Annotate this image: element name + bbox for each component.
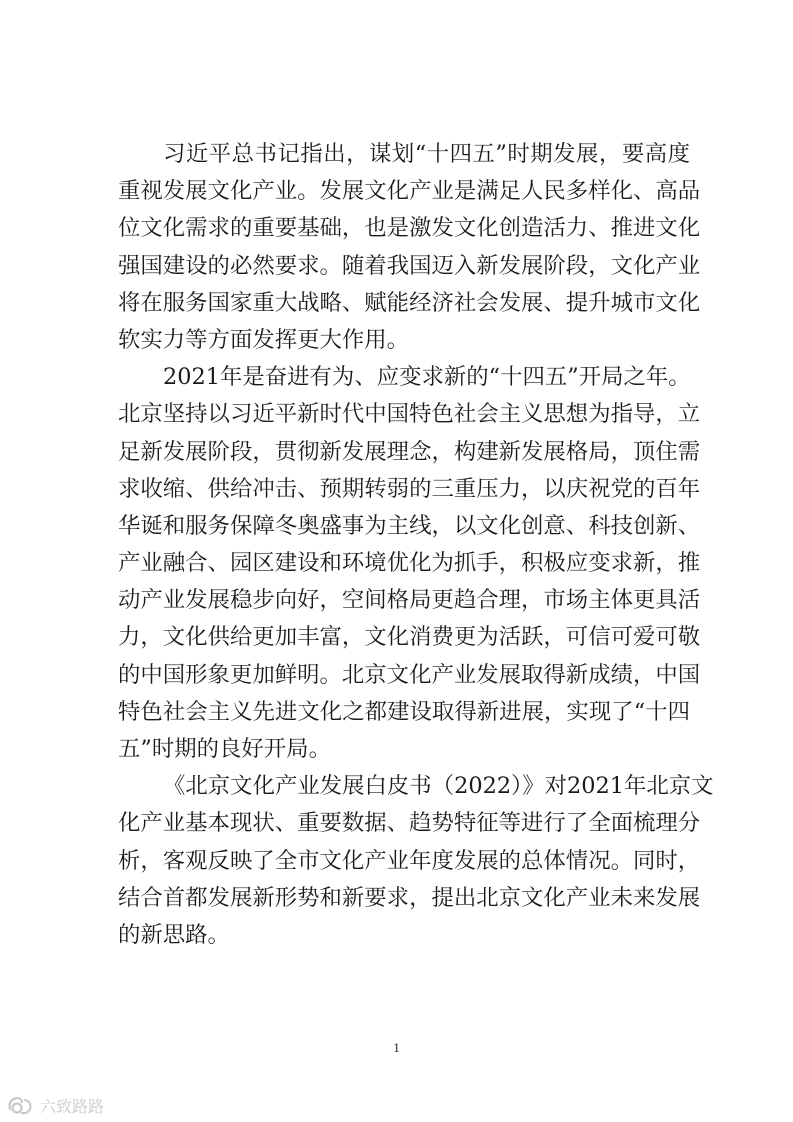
paragraph-1-line-1: 习近平总书记指出，谋划“十四五”时期发展，要高度 (163, 141, 690, 167)
watermark (6, 1092, 104, 1118)
paragraph-2-line-11: 五”时期的良好开局。 (118, 736, 331, 762)
paragraph-2-line-9: 的中国形象更加鲜明。北京文化产业发展取得新成绩，中国 (118, 661, 701, 688)
paragraph-2-line-2: 北京坚持以习近平新时代中国特色社会主义思想为指导，立 (118, 401, 701, 428)
paragraph-2-line-3: 足新发展阶段，贯彻新发展理念，构建新发展格局，顶住需 (118, 438, 701, 465)
paragraph-3-line-2: 化产业基本现状、重要数据、趋势特征等进行了全面梳理分 (118, 810, 701, 837)
paragraph-1-line-4: 强国建设的必然要求。随着我国迈入新发展阶段，文化产业 (118, 252, 701, 279)
paragraph-2-line-10: 特色社会主义先进文化之都建设取得新进展，实现了“十四 (118, 698, 690, 725)
paragraph-2-line-8: 力，文化供给更加丰富，文化消费更为活跃，可信可爱可敬 (118, 624, 701, 651)
watermark-text: 六致路路 (40, 1096, 105, 1116)
paragraph-2-line-7: 动产业发展稳步向好，空间格局更趋合理，市场主体更具活 (118, 587, 701, 614)
paragraph-1-line-5: 将在服务国家重大战略、赋能经济社会发展、提升城市文化 (118, 289, 701, 316)
paragraph-2-line-5: 华诞和服务保障冬奥盛事为主线，以文化创意、科技创新、 (118, 512, 701, 539)
paragraph-1-line-6: 软实力等方面发挥更大作用。 (118, 326, 410, 353)
paragraph-2-line-1: 2021年是奋进有为、应变求新的“十四五”开局之年。 (163, 364, 691, 391)
paragraph-2-line-4: 求收缩、供给冲击、预期转弱的三重压力，以庆祝党的百年 (118, 475, 701, 502)
paragraph-3-line-4: 结合首都发展新形势和新要求，提出北京文化产业未来发展 (118, 884, 701, 911)
paragraph-1-line-3: 位文化需求的重要基础，也是激发文化创造活力、推进文化 (118, 215, 701, 242)
paragraph-2-line-6: 产业融合、园区建设和环境优化为抓手，积极应变求新，推 (118, 550, 701, 577)
paragraph-3-line-3: 析，客观反映了全市文化产业年度发展的总体情况。同时， (118, 847, 701, 874)
logo-mark-icon (6, 1094, 36, 1116)
paragraph-3-line-5: 的新思路。 (118, 921, 230, 948)
body-text (118, 136, 714, 954)
paragraph-3-line-1: 《北京文化产业发展白皮书（2022）》对2021年北京文 (163, 773, 714, 800)
paragraph-1-line-2: 重视发展文化产业。发展文化产业是满足人民多样化、高品 (118, 178, 701, 205)
page-number: 1 (393, 1040, 400, 1055)
